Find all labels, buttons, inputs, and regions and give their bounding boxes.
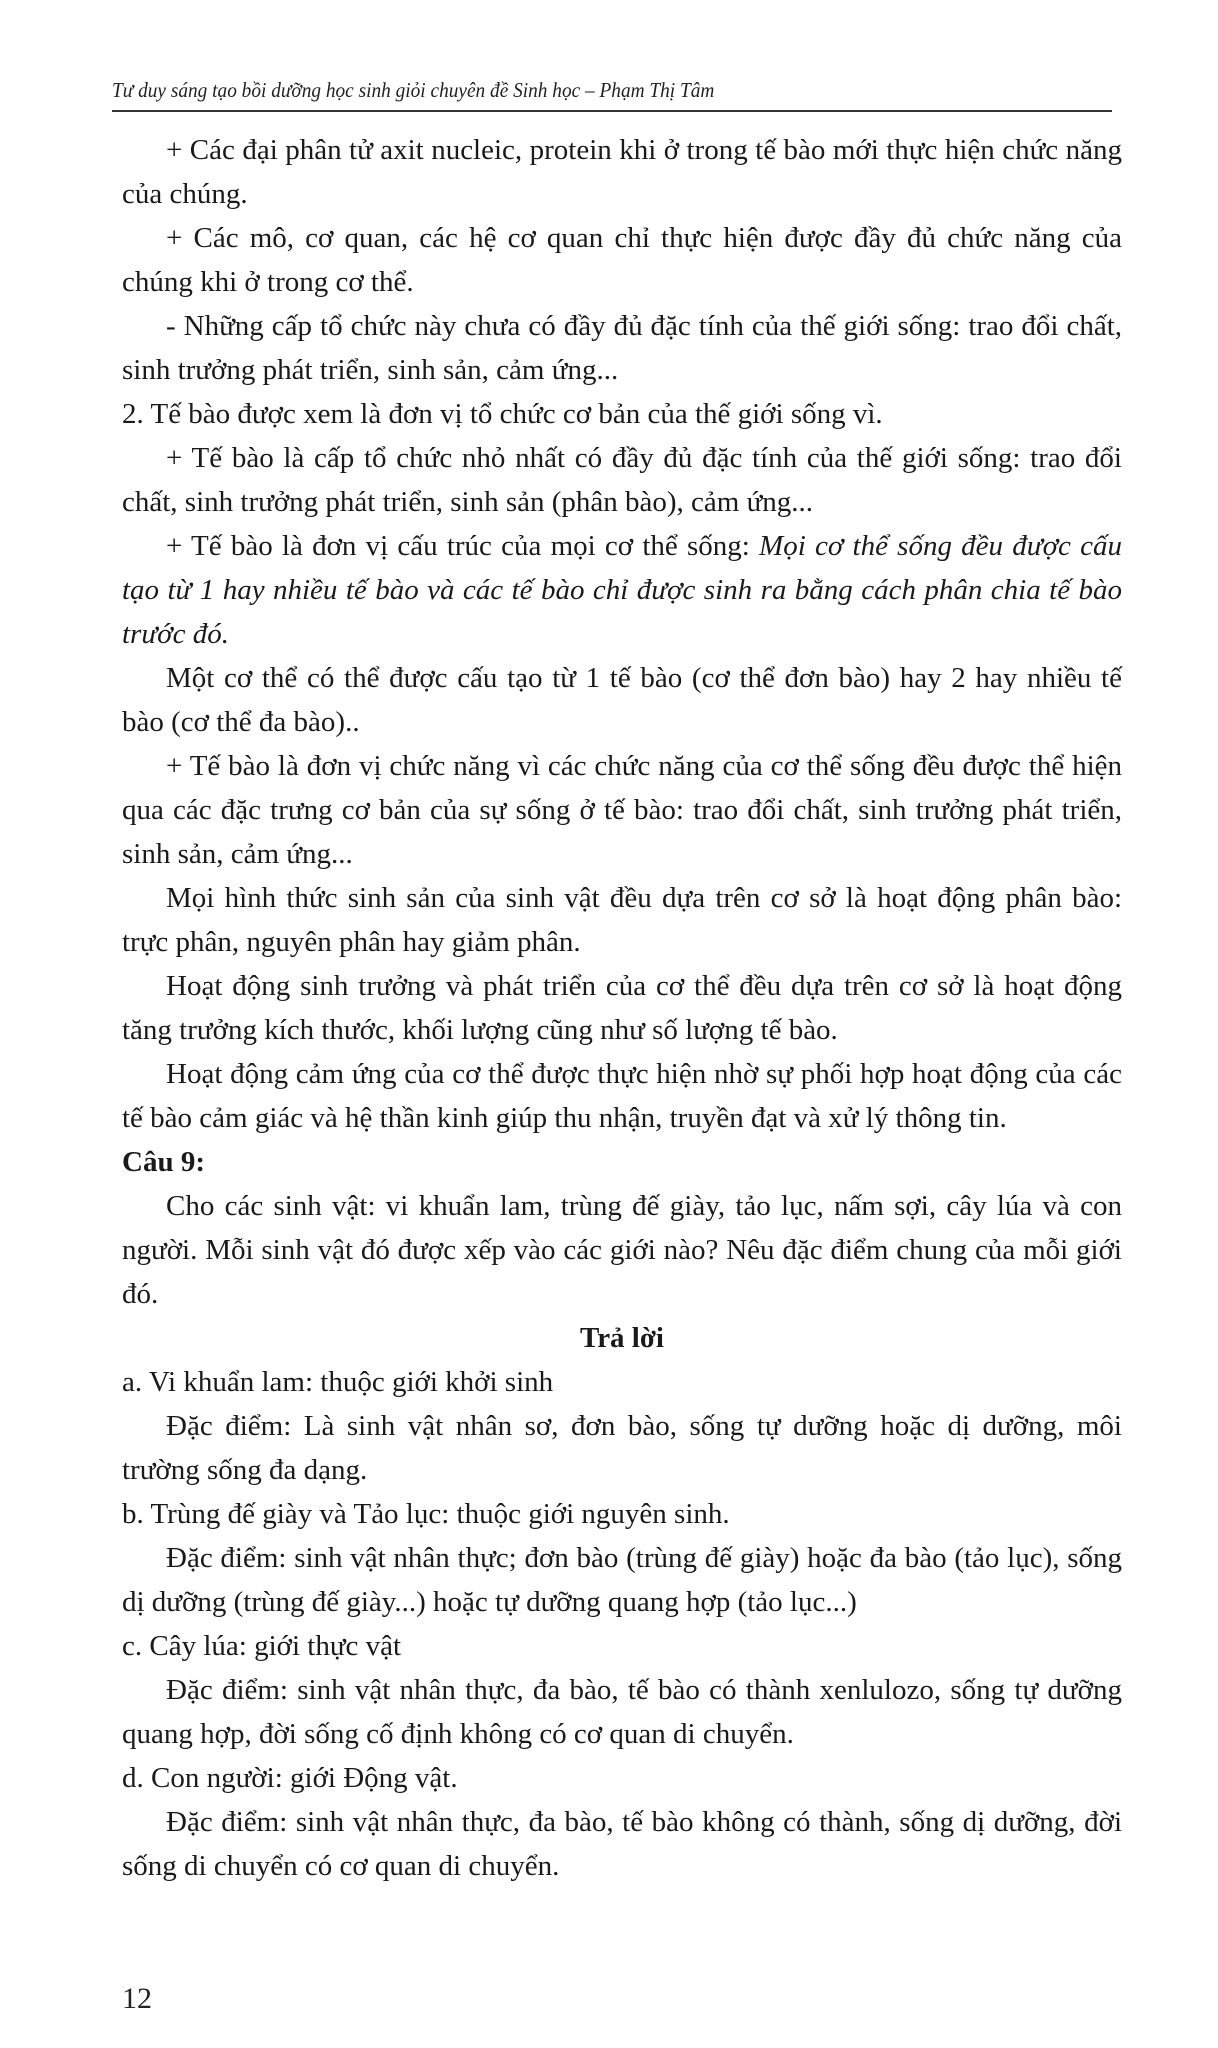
answer-item-desc: Đặc điểm: sinh vật nhân thực, đa bào, tế bào không có thành, sống dị dưỡng, đời sống di chuyển có cơ quan di chuyển. <box>122 1806 1122 1882</box>
paragraph: Hoạt động sinh trưởng và phát triển của cơ thể đều dựa trên cơ sở là hoạt động tăng trưởng kích thước, khối lượng cũng như số lượng tế bào. <box>122 970 1122 1046</box>
answer-item-title: a. Vi khuẩn lam: thuộc giới khởi sinh <box>122 1366 554 1398</box>
paragraph: - Những cấp tổ chức này chưa có đầy đủ đặc tính của thế giới sống: trao đổi chất, sinh trưởng phát triển, sinh sản, cảm ứng... <box>122 310 1122 386</box>
paragraph: + Tế bào là cấp tổ chức nhỏ nhất có đầy đủ đặc tính của thế giới sống: trao đổi chất, sinh trưởng phát triển, sinh sản (phân bào), cảm ứng... <box>122 442 1122 518</box>
answer-item-title: d. Con người: giới Động vật. <box>122 1762 458 1794</box>
paragraph: + Các đại phân tử axit nucleic, protein khi ở trong tế bào mới thực hiện chức năng của chúng. <box>122 134 1122 210</box>
answer-heading: Trả lời <box>580 1322 664 1354</box>
paragraph: + Tế bào là đơn vị chức năng vì các chức năng của cơ thể sống đều được thể hiện qua các đặc trưng cơ bản của sự sống ở tế bào: trao đổi chất, sinh trưởng phát triển, sinh sản, cảm ứng... <box>122 750 1122 870</box>
page-content <box>122 128 1122 1888</box>
paragraph-lead: + Tế bào là đơn vị cấu trúc của mọi cơ thể sống: <box>166 530 760 562</box>
header-rule <box>112 110 1112 112</box>
paragraph-italic: Mọi cơ thể sống đều được cấu tạo từ 1 hay nhiều tế bào và các tế bào chỉ được sinh ra bằng cách phân chia tế bào trước đó. <box>122 530 1123 650</box>
running-header: Tư duy sáng tạo bồi dưỡng học sinh giỏi chuyên đề Sinh học – Phạm Thị Tâm <box>112 78 715 102</box>
answer-item-title: b. Trùng đế giày và Tảo lục: thuộc giới nguyên sinh. <box>122 1498 730 1530</box>
question-text: Cho các sinh vật: vi khuẩn lam, trùng đế giày, tảo lục, nấm sợi, cây lúa và con người. Mỗi sinh vật đó được xếp vào các giới nào? Nêu đặc điểm chung của mỗi giới đó. <box>122 1190 1122 1310</box>
answer-item-desc: Đặc điểm: sinh vật nhân thực, đa bào, tế bào có thành xenlulozo, sống tự dưỡng quang hợp, đời sống cố định không có cơ quan di chuyển. <box>122 1674 1122 1750</box>
answer-item-desc: Đặc điểm: Là sinh vật nhân sơ, đơn bào, sống tự dưỡng hoặc dị dưỡng, môi trường sống đa dạng. <box>122 1410 1122 1486</box>
paragraph: 2. Tế bào được xem là đơn vị tổ chức cơ bản của thế giới sống vì. <box>122 398 883 430</box>
question-label: Câu 9: <box>122 1146 205 1178</box>
answer-item-desc: Đặc điểm: sinh vật nhân thực; đơn bào (trùng đế giày) hoặc đa bào (tảo lục), sống dị dưỡng (trùng đế giày...) hoặc tự dưỡng quang hợp (tảo lục...) <box>122 1542 1122 1618</box>
paragraph <box>122 524 1122 656</box>
answer-item-title: c. Cây lúa: giới thực vật <box>122 1630 402 1662</box>
paragraph: + Các mô, cơ quan, các hệ cơ quan chỉ thực hiện được đầy đủ chức năng của chúng khi ở trong cơ thể. <box>122 222 1122 298</box>
paragraph: Một cơ thể có thể được cấu tạo từ 1 tế bào (cơ thể đơn bào) hay 2 hay nhiều tế bào (cơ thể đa bào).. <box>122 662 1122 738</box>
paragraph: Mọi hình thức sinh sản của sinh vật đều dựa trên cơ sở là hoạt động phân bào: trực phân, nguyên phân hay giảm phân. <box>122 882 1122 958</box>
page-number: 12 <box>122 1982 152 2015</box>
paragraph: Hoạt động cảm ứng của cơ thể được thực hiện nhờ sự phối hợp hoạt động của các tế bào cảm giác và hệ thần kinh giúp thu nhận, truyền đạt và xử lý thông tin. <box>122 1058 1122 1134</box>
